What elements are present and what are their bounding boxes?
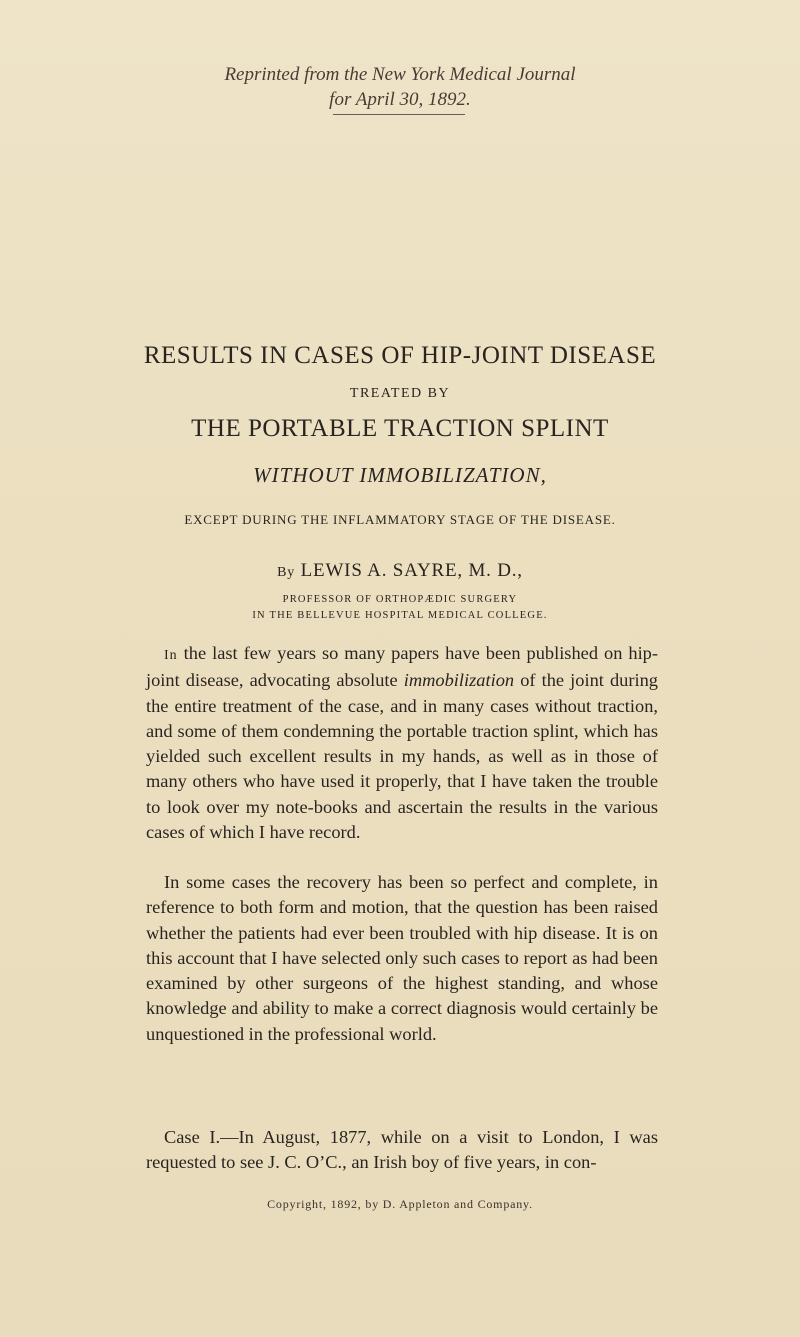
reprint-notice: Reprinted from the New York Medical Journal xyxy=(224,64,576,85)
paragraph-1-text-a: the last few years so many papers have been published on hip-joint disease, advocating absolute xyxy=(146,643,658,691)
paragraph-1 xyxy=(146,641,658,845)
paragraph-1-text-b: of the joint during the entire treatment of the case, and in many cases without traction, and some of them condemning the portable traction splint, which has yielded such excellent results in my hands, as well as in those of many others who have used it properly, that I have taken the trouble to look over my note-books and ascertain the results in the various cases of which I have record. xyxy=(146,670,658,843)
paragraph-1-emphasis: immobilization xyxy=(403,670,515,691)
copyright-notice: Copyright, 1892, by D. Appleton and Company. xyxy=(267,1197,533,1211)
paragraph-1-opening: In xyxy=(164,648,178,663)
author-position-line2: IN THE BELLEVUE HOSPITAL MEDICAL COLLEGE. xyxy=(252,610,548,621)
reprint-date: for April 30, 1892. xyxy=(329,89,471,110)
header-rule xyxy=(333,114,465,115)
case-heading: Case I. xyxy=(164,1127,221,1147)
paragraph-3-text: —In August, 1877, while on a visit to London, I was requested to see J. C. O’C., an Irish boy of five years, in con- xyxy=(146,1127,658,1173)
author-name: LEWIS A. SAYRE, M. D., xyxy=(300,560,523,581)
paragraph-3 xyxy=(146,1125,658,1176)
title-splint: THE PORTABLE TRACTION SPLINT xyxy=(191,415,609,442)
title-treated-by: TREATED BY xyxy=(349,386,451,401)
article-title: RESULTS IN CASES OF HIP-JOINT DISEASE xyxy=(143,342,657,369)
author-position-line1: PROFESSOR OF ORTHOPÆDIC SURGERY xyxy=(282,594,518,605)
title-without-immobilization: WITHOUT IMMOBILIZATION, xyxy=(253,463,547,487)
byline-by: By xyxy=(277,565,296,580)
author-byline xyxy=(0,560,800,582)
paragraph-2: In some cases the recovery has been so perfect and complete, in reference to both form and motion, that the question has been raised whether the patients had ever been troubled with hip disease. It is on this account that I have selected only such cases to report as had been examined by other surgeons of the highest standing, and whose knowledge and ability to make a correct diagnosis would certainly be unquestioned in the professional world. xyxy=(146,872,658,1044)
title-except-clause: EXCEPT DURING THE INFLAMMATORY STAGE OF THE DISEASE. xyxy=(184,512,616,527)
